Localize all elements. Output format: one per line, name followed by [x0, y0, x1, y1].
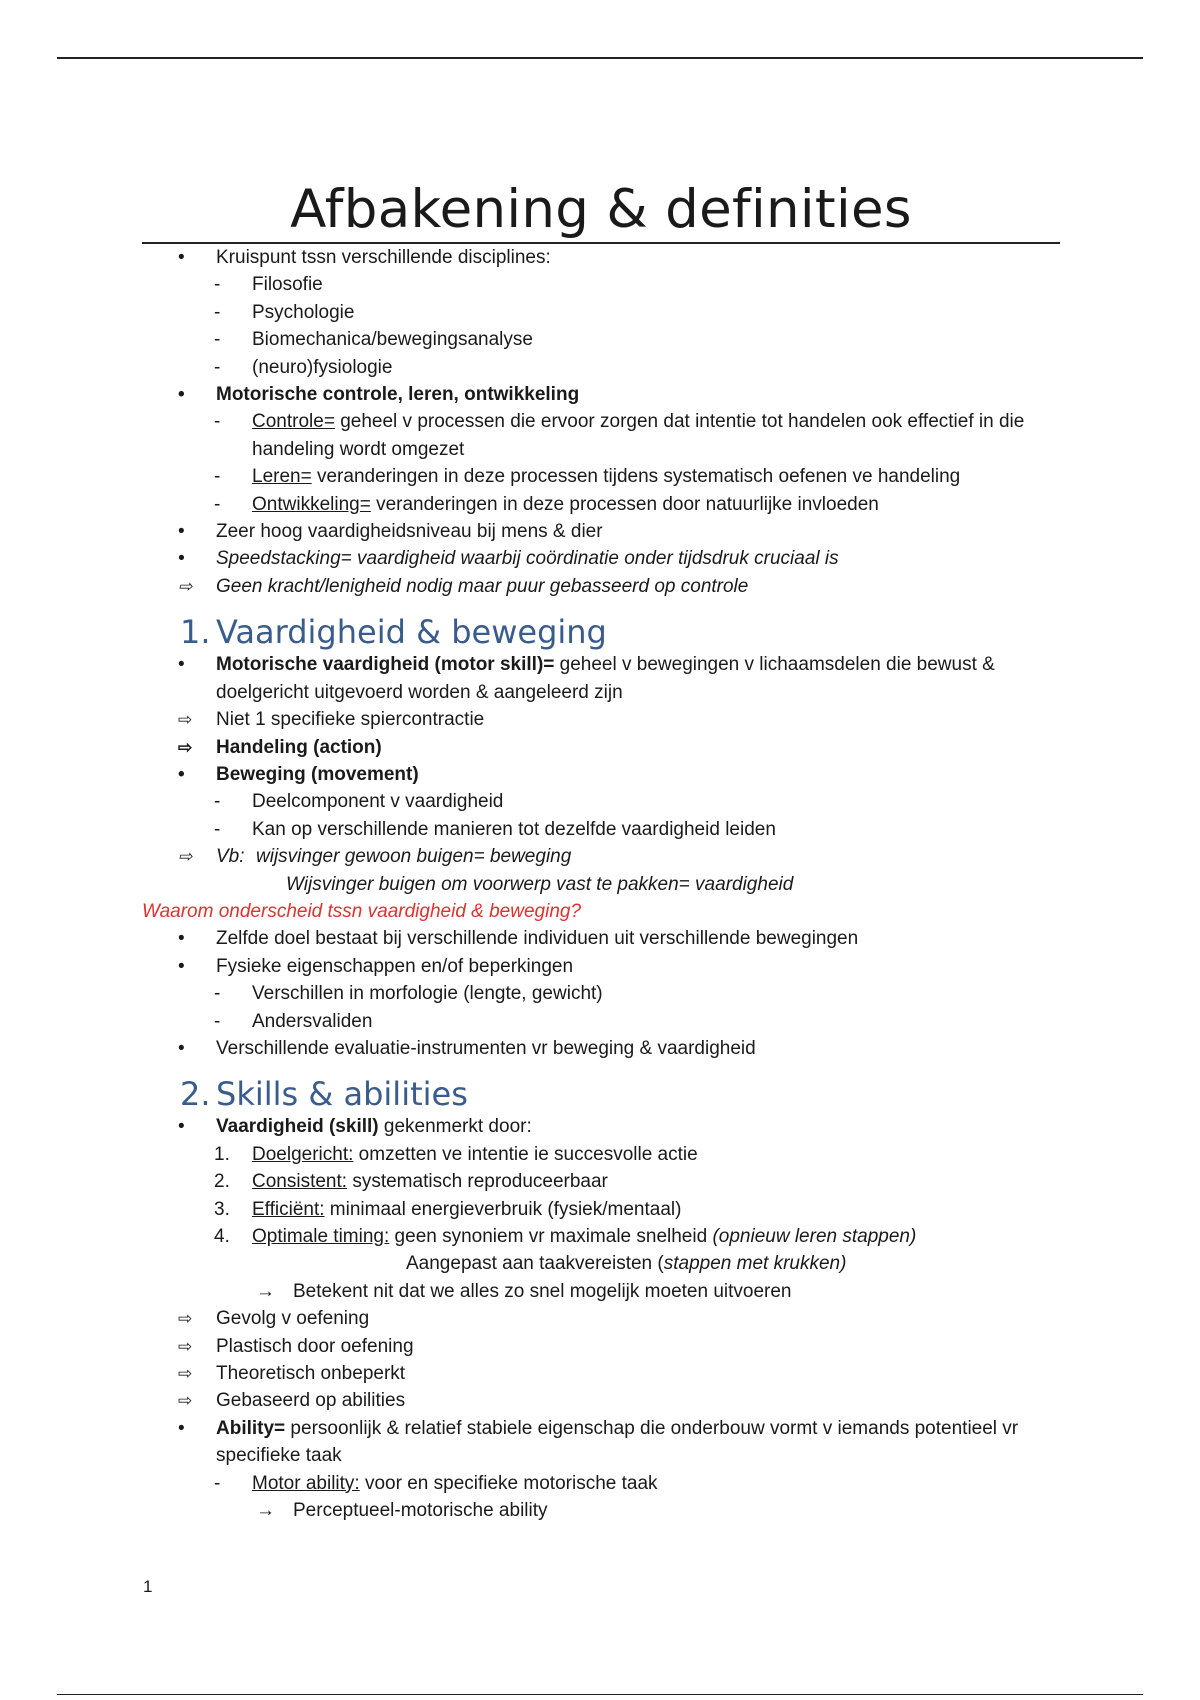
bullet-icon: • — [178, 928, 185, 950]
list-item: • Vaardigheid (skill) gekenmerkt door: — [142, 1113, 1060, 1140]
arrow-icon: ⇨ — [178, 710, 193, 730]
page-number: 1 — [143, 1577, 153, 1596]
arrow-icon: ⇨ — [178, 737, 193, 757]
list-item: - Filosofie — [142, 271, 1060, 298]
list-item: • Beweging (movement) — [142, 761, 1060, 788]
bullet-icon: • — [178, 384, 185, 406]
list-item: ⇨ Gebaseerd op abilities — [142, 1387, 1060, 1414]
arrow-icon: ⇨ — [178, 576, 193, 596]
list-item: • Zelfde doel bestaat bij verschillende individuen uit verschillende bewegingen — [142, 925, 1060, 952]
list-item: ⇨ Handeling (action) — [142, 734, 1060, 761]
list-item: ⇨ Geen kracht/lenigheid nodig maar puur gebasseerd op controle — [142, 573, 1060, 600]
list-item: - Biomechanica/bewegingsanalyse — [142, 326, 1060, 353]
list-item: - Controle= geheel v processen die ervoor zorgen dat intentie tot handelen ook effectief in die handeling wordt omgezet — [142, 408, 1060, 463]
dash-icon: - — [214, 818, 221, 840]
document-page — [142, 180, 1060, 1524]
dash-icon: - — [214, 983, 221, 1005]
dash-icon: - — [214, 493, 221, 515]
header-rule — [57, 57, 1143, 59]
list-item: - Psychologie — [142, 299, 1060, 326]
list-item: → Betekent nit dat we alles zo snel mogelijk moeten uitvoeren — [142, 1278, 1060, 1305]
continuation-line: Aangepast aan taakvereisten (stappen met krukken) — [406, 1253, 847, 1275]
list-item: • Speedstacking= vaardigheid waarbij coördinatie onder tijdsdruk cruciaal is — [142, 545, 1060, 572]
list-item: - Leren= veranderingen in deze processen tijdens systematisch oefenen ve handeling — [142, 463, 1060, 490]
section-heading: 1. Vaardigheid & beweging — [180, 613, 607, 652]
bullet-icon: • — [178, 548, 185, 570]
arrow-icon: ⇨ — [178, 1391, 193, 1411]
numbered-item: 2. Consistent: systematisch reproduceerbaar — [214, 1171, 608, 1193]
footer-rule — [57, 1694, 1143, 1695]
right-arrow-icon: → — [256, 1500, 275, 1522]
dash-icon: - — [214, 329, 221, 351]
list-item: • Verschillende evaluatie-instrumenten vr beweging & vaardigheid — [142, 1035, 1060, 1062]
right-arrow-icon: → — [256, 1280, 275, 1302]
dash-icon: - — [214, 356, 221, 378]
list-item: Wijsvinger buigen om voorwerp vast te pakken= vaardigheid — [286, 873, 794, 895]
list-item: ⇨ Plastisch door oefening — [142, 1333, 1060, 1360]
bullet-icon: • — [178, 1037, 185, 1059]
numbered-item: 3. Efficiënt: minimaal energieverbruik (fysiek/mentaal) — [214, 1198, 682, 1220]
section-heading: 2. Skills & abilities — [180, 1075, 468, 1114]
list-item: - Motor ability: voor en specifieke motorische taak — [142, 1470, 1060, 1497]
question-text: Waarom onderscheid tssn vaardigheid & beweging? — [142, 900, 582, 922]
list-item: ⇨ Gevolg v oefening — [142, 1305, 1060, 1332]
list-item: ⇨ Vb: wijsvinger gewoon buigen= beweging — [142, 843, 1060, 870]
list-item: → Perceptueel-motorische ability — [142, 1497, 1060, 1524]
dash-icon: - — [214, 1010, 221, 1032]
list-item: - Verschillen in morfologie (lengte, gewicht) — [142, 980, 1060, 1007]
list-item: • Zeer hoog vaardigheidsniveau bij mens & dier — [142, 518, 1060, 545]
list-item: - (neuro)fysiologie — [142, 354, 1060, 381]
bullet-icon: • — [178, 1116, 185, 1138]
dash-icon: - — [214, 791, 221, 813]
dash-icon: - — [214, 274, 221, 296]
arrow-icon: ⇨ — [178, 847, 193, 867]
bullet-icon: • — [178, 763, 185, 785]
list-item: • Fysieke eigenschappen en/of beperkingen — [142, 953, 1060, 980]
arrow-icon: ⇨ — [178, 1309, 193, 1329]
bullet-icon: • — [178, 654, 185, 676]
list-item: • Motorische controle, leren, ontwikkeling — [142, 381, 1060, 408]
numbered-item: 4. Optimale timing: geen synoniem vr maximale snelheid (opnieuw leren stappen) — [214, 1226, 917, 1247]
arrow-icon: ⇨ — [178, 1364, 193, 1384]
list-item: • Kruispunt tssn verschillende disciplines: — [142, 244, 1060, 271]
bullet-icon: • — [178, 521, 185, 543]
list-item: - Deelcomponent v vaardigheid — [142, 788, 1060, 815]
list-item: - Kan op verschillende manieren tot dezelfde vaardigheid leiden — [142, 816, 1060, 843]
list-item: ⇨ Niet 1 specifieke spiercontractie — [142, 706, 1060, 733]
page-title: Afbakening & definities — [142, 180, 1060, 244]
list-item: - Andersvaliden — [142, 1008, 1060, 1035]
dash-icon: - — [214, 301, 221, 323]
list-item: ⇨ Theoretisch onbeperkt — [142, 1360, 1060, 1387]
bullet-icon: • — [178, 1417, 185, 1439]
bullet-icon: • — [178, 247, 185, 268]
dash-icon: - — [214, 411, 221, 433]
list-item: • Ability= persoonlijk & relatief stabiele eigenschap die onderbouw vormt v iemands potentieel vr specifieke taak — [142, 1415, 1060, 1470]
list-item: - Ontwikkeling= veranderingen in deze processen door natuurlijke invloeden — [142, 491, 1060, 518]
arrow-icon: ⇨ — [178, 1336, 193, 1356]
dash-icon: - — [214, 466, 221, 488]
numbered-item: 1. Doelgericht: omzetten ve intentie ie succesvolle actie — [214, 1143, 698, 1165]
dash-icon: - — [214, 1472, 221, 1494]
list-item: • Motorische vaardigheid (motor skill)= geheel v bewegingen v lichaamsdelen die bewust & doelgericht uitgevoerd worden & aangeleerd zijn — [142, 651, 1060, 706]
bullet-icon: • — [178, 955, 185, 977]
